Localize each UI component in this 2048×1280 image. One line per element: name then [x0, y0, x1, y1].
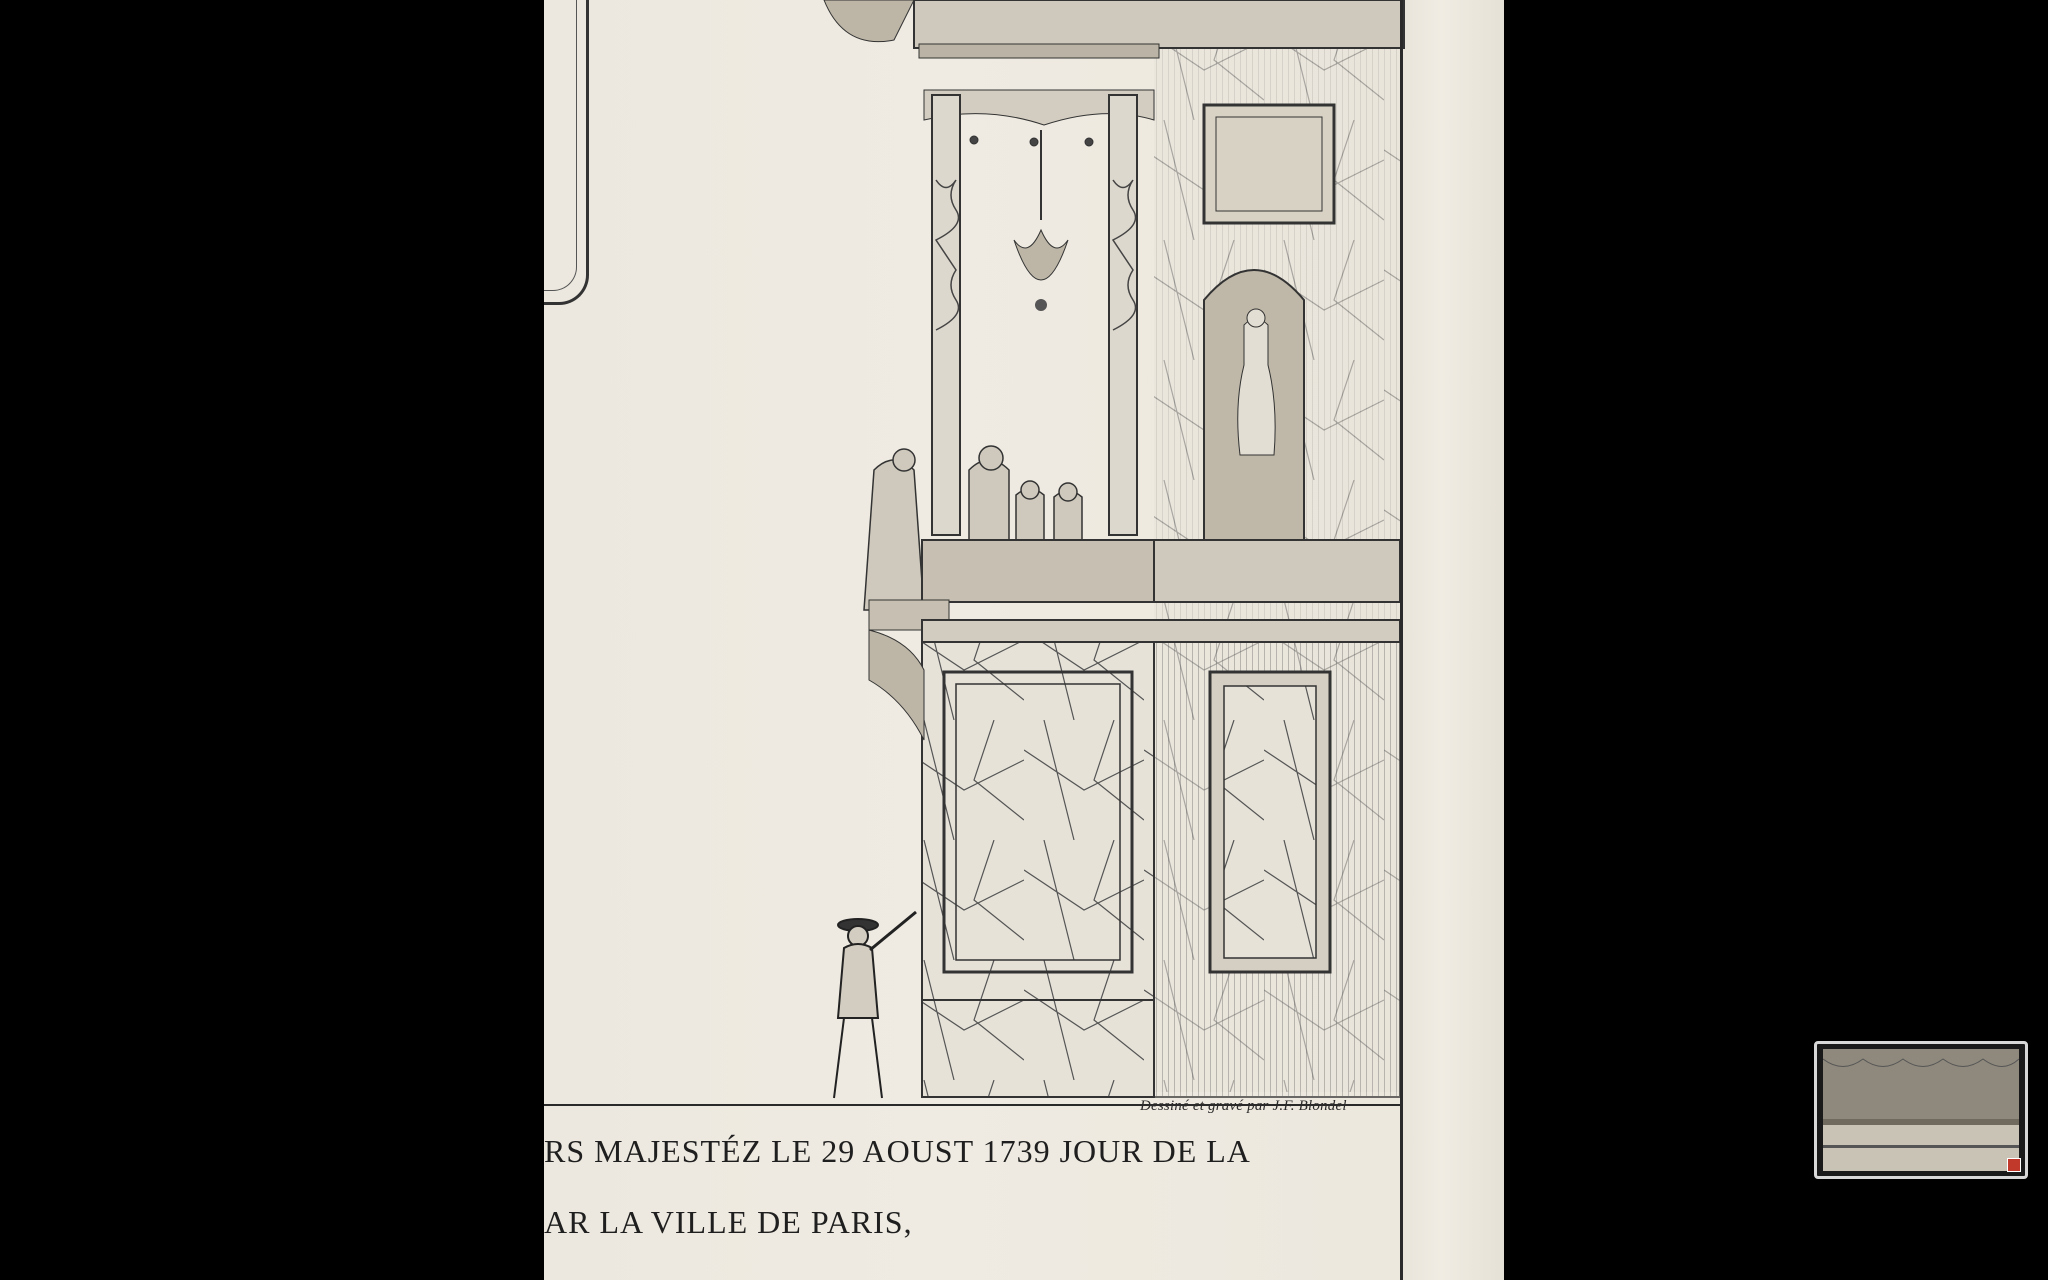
image-thumbnail-icon: [1823, 1049, 2019, 1171]
photo-canvas[interactable]: [544, 0, 1504, 1280]
thumbnail-indicator: [2007, 1158, 2021, 1172]
caption-line-2: AR LA VILLE DE PARIS,: [544, 1204, 913, 1240]
engraver-credit: Dessiné et gravé par J.F. Blondel: [1140, 1098, 1347, 1114]
caption-line-1: RS MAJESTÉZ LE 29 AOUST 1739 JOUR DE LA: [544, 1133, 1251, 1169]
engraving-illustration: [544, 0, 1504, 1280]
plate-border-right: [1400, 0, 1403, 1280]
image-thumbnail[interactable]: [1814, 1041, 2028, 1179]
